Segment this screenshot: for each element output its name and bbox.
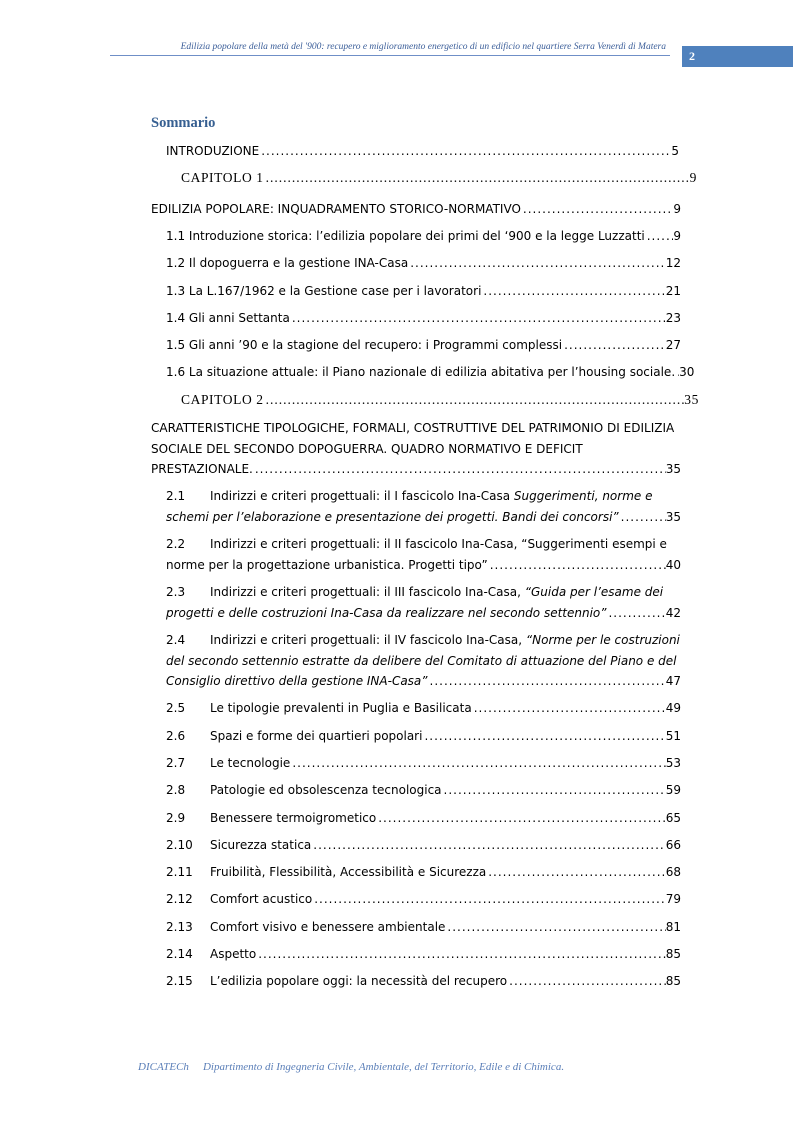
toc-entry-page: 47 [665,674,681,688]
toc-entry-page: 12 [665,256,681,270]
toc-entry-number: 2.15 [166,974,193,988]
toc-entry-1-5[interactable] [166,335,681,356]
toc-entry-2-6[interactable] [166,726,681,747]
dot-leader [264,168,690,189]
toc-entry-2-8[interactable] [166,780,681,801]
toc-entry-1-3[interactable] [166,281,681,302]
toc-entry-text: Comfort acustico [210,892,313,906]
dot-leader [445,917,665,938]
toc-entry-page: 5 [671,144,679,158]
toc-entry-text: Le tecnologie [210,756,291,770]
toc-entry-2-14[interactable] [166,944,681,965]
footer-department: Dipartimento di Ingegneria Civile, Ambientale, del Territorio, Edile e di Chimica. [202,1061,565,1073]
toc-entry-number: 2.10 [166,838,193,852]
toc-entry-1-6[interactable] [166,362,695,383]
toc-entry-page: 35 [665,509,681,524]
toc-entry-2-12[interactable] [166,889,681,910]
toc-entry-page: 51 [665,729,681,743]
toc-entry-line: Indirizzi e criteri progettuali: il IV fascicolo Ina-Casa, [210,633,526,647]
toc-entry-line: norme per la progettazione urbanistica. Progetti tipo” [166,557,488,572]
toc-entry-1-4[interactable] [166,308,681,329]
toc-entry-line: Indirizzi e criteri progettuali: il II fascicolo Ina-Casa, “Suggerimenti esempi e [210,537,667,551]
toc-entry-number: 2.11 [166,865,193,879]
toc-entry-page: 85 [665,974,681,988]
toc-entry-introduzione[interactable] [166,141,679,162]
header-rule [110,55,670,56]
toc-entry-page: 9 [673,229,681,243]
toc-entry-1-1[interactable] [166,226,681,247]
toc-entry-2-4[interactable] [166,630,681,692]
dot-leader [264,390,685,411]
dot-leader [422,726,665,747]
dot-leader [376,808,666,829]
toc-entry-number: 2.8 [166,783,186,797]
toc-entry-italic: “Norme per le costruzioni [525,633,680,647]
toc-entry-text: 1.6 La situazione attuale: il Piano nazionale di edilizia abitativa per l’housing sociale. [166,365,676,379]
toc-entry-page: 53 [665,756,681,770]
toc-entry-1-2[interactable] [166,253,681,274]
toc-entry-page: 42 [665,605,681,620]
toc-entry-text: CAPITOLO 1 [181,170,264,185]
toc-entry-page: 35 [684,392,699,407]
toc-entry-page: 23 [665,311,681,325]
toc-entry-text: Spazi e forme dei quartieri popolari [210,729,423,743]
toc-entry-capitolo-1[interactable] [181,168,697,189]
toc-entry-2-15[interactable] [166,971,681,992]
toc-entry-text: Sicurezza statica [210,838,312,852]
toc-entry-page: 40 [665,557,681,572]
dot-leader [486,862,665,883]
toc-entry-text: Benessere termoigrometico [210,811,377,825]
toc-entry-2-9[interactable] [166,808,681,829]
toc-entry-text: 1.3 La L.167/1962 e la Gestione case per i lavoratori [166,284,482,298]
dot-leader [562,335,666,356]
toc-entry-page: 49 [665,701,681,715]
toc-entry-page: 85 [665,947,681,961]
toc-entry-text: Aspetto [210,947,257,961]
toc-entry-text: 1.2 Il dopoguerra e la gestione INA-Casa [166,256,409,270]
page-number-box [682,46,793,67]
toc-entry-page: 66 [665,838,681,852]
toc-entry-text: Comfort visivo e benessere ambientale [210,920,446,934]
toc-entry-italic: Suggerimenti, norme e [513,489,653,503]
dot-leader [521,199,673,220]
toc-entry-line: PRESTAZIONALE. [151,462,253,476]
toc-entry-capitolo-2[interactable] [181,390,699,411]
dot-leader [256,944,666,965]
toc-entry-2-5[interactable] [166,698,681,719]
toc-entry-page: 21 [665,284,681,298]
dot-leader [259,141,671,162]
dot-leader [253,459,666,480]
toc-entry-2-11[interactable] [166,862,681,883]
toc-entry-2-10[interactable] [166,835,681,856]
dot-leader [311,835,665,856]
toc-entry-number: 2.12 [166,892,193,906]
toc-entry-text: Fruibilità, Flessibilità, Accessibilità e Sicurezza [210,865,487,879]
dot-leader [442,780,666,801]
toc-entry-page: 65 [665,811,681,825]
dot-leader [290,308,666,329]
toc-entry-italic: . Bandi dei concorsi” [494,509,619,524]
toc-entry-page: 59 [665,783,681,797]
toc-entry-edilizia-popolare[interactable] [151,199,681,220]
toc-entry-page: 68 [665,865,681,879]
toc-entry-number: 2.4 [166,633,186,647]
toc-entry-line: Indirizzi e criteri progettuali: il I fascicolo Ina-Casa [210,489,514,503]
toc-entry-italic: “Guida per l’esame dei [524,585,664,599]
toc-entry-number: 2.5 [166,701,186,715]
dot-leader [507,971,666,992]
toc-entry-text: CAPITOLO 2 [181,392,264,407]
toc-entry-number: 2.13 [166,920,193,934]
dot-leader [428,671,666,692]
toc-entry-number: 2.14 [166,947,193,961]
toc-entry-page: 9 [673,202,681,216]
toc-entry-number: 2.7 [166,756,186,770]
dot-leader [645,226,674,247]
toc-entry-italic: progetti e delle costruzioni Ina-Casa da realizzare nel secondo settennio” [166,605,607,620]
toc-entry-page: 9 [689,170,697,185]
toc-entry-2-1[interactable] [166,486,681,527]
toc-entry-line: SOCIALE DEL SECONDO DOPOGUERRA. QUADRO NORMATIVO E DEFICIT [151,441,583,456]
toc-entry-text: 1.5 Gli anni ’90 e la stagione del recupero: i Programmi complessi [166,338,563,352]
toc-entry-text: Patologie ed obsolescenza tecnologica [210,783,442,797]
toc-entry-text: L’edilizia popolare oggi: la necessità del recupero [210,974,508,988]
toc-entry-italic: schemi per l’elaborazione e presentazione dei progetti [166,509,495,524]
toc-entry-2-3[interactable] [166,582,681,623]
dot-leader [488,555,666,576]
toc-entry-2-7[interactable] [166,753,681,774]
toc-entry-page: 35 [665,462,681,476]
running-header [110,42,670,56]
toc-entry-2-2[interactable] [166,534,681,575]
toc-entry-line: Indirizzi e criteri progettuali: il III fascicolo Ina-Casa, [210,585,525,599]
toc-entry-page: 27 [665,338,681,352]
toc-entry-2-13[interactable] [166,917,681,938]
toc-entry-number: 2.9 [166,811,186,825]
dot-leader [408,253,666,274]
toc-entry-line: CARATTERISTICHE TIPOLOGICHE, FORMALI, COSTRUTTIVE DEL PATRIMONIO DI EDILIZIA [151,421,675,435]
running-title: Edilizia popolare della metà del '900: recupero e miglioramento energetico di un edificio nel quartiere Serra Venerdì di Matera [180,42,666,52]
toc-entry-number: 2.6 [166,729,186,743]
toc-entry-page: 30 [679,365,695,379]
dot-leader [606,603,665,624]
toc-title: Sommario [151,115,216,131]
toc-entry-number: 2.2 [166,537,186,551]
toc-entry-caratteristiche[interactable] [151,418,681,480]
toc-entry-number: 2.1 [166,489,186,503]
dot-leader [619,507,666,528]
toc-entry-page: 81 [665,920,681,934]
toc-entry-text: EDILIZIA POPOLARE: INQUADRAMENTO STORICO-NORMATIVO [151,202,521,216]
toc-entry-text: INTRODUZIONE [166,144,260,158]
toc-entry-italic: del secondo settennio estratte da delibere del Comitato di attuazione del Piano e del [166,653,677,668]
dot-leader [312,889,666,910]
dot-leader [472,698,666,719]
toc-entry-text: 1.4 Gli anni Settanta [166,311,290,325]
toc-entry-number: 2.3 [166,585,186,599]
page-footer [138,1061,564,1073]
toc-entry-text: 1.1 Introduzione storica: l’edilizia popolare dei primi del ‘900 e la legge Luzzatti [166,229,645,243]
footer-abbr: DICATECh [138,1061,189,1073]
page-number: 2 [689,49,695,63]
dot-leader [481,281,665,302]
toc-entry-text: Le tipologie prevalenti in Puglia e Basilicata [210,701,472,715]
toc-entry-italic: Consiglio direttivo della gestione INA-Casa” [166,674,428,688]
dot-leader [290,753,665,774]
toc-entry-page: 79 [665,892,681,906]
